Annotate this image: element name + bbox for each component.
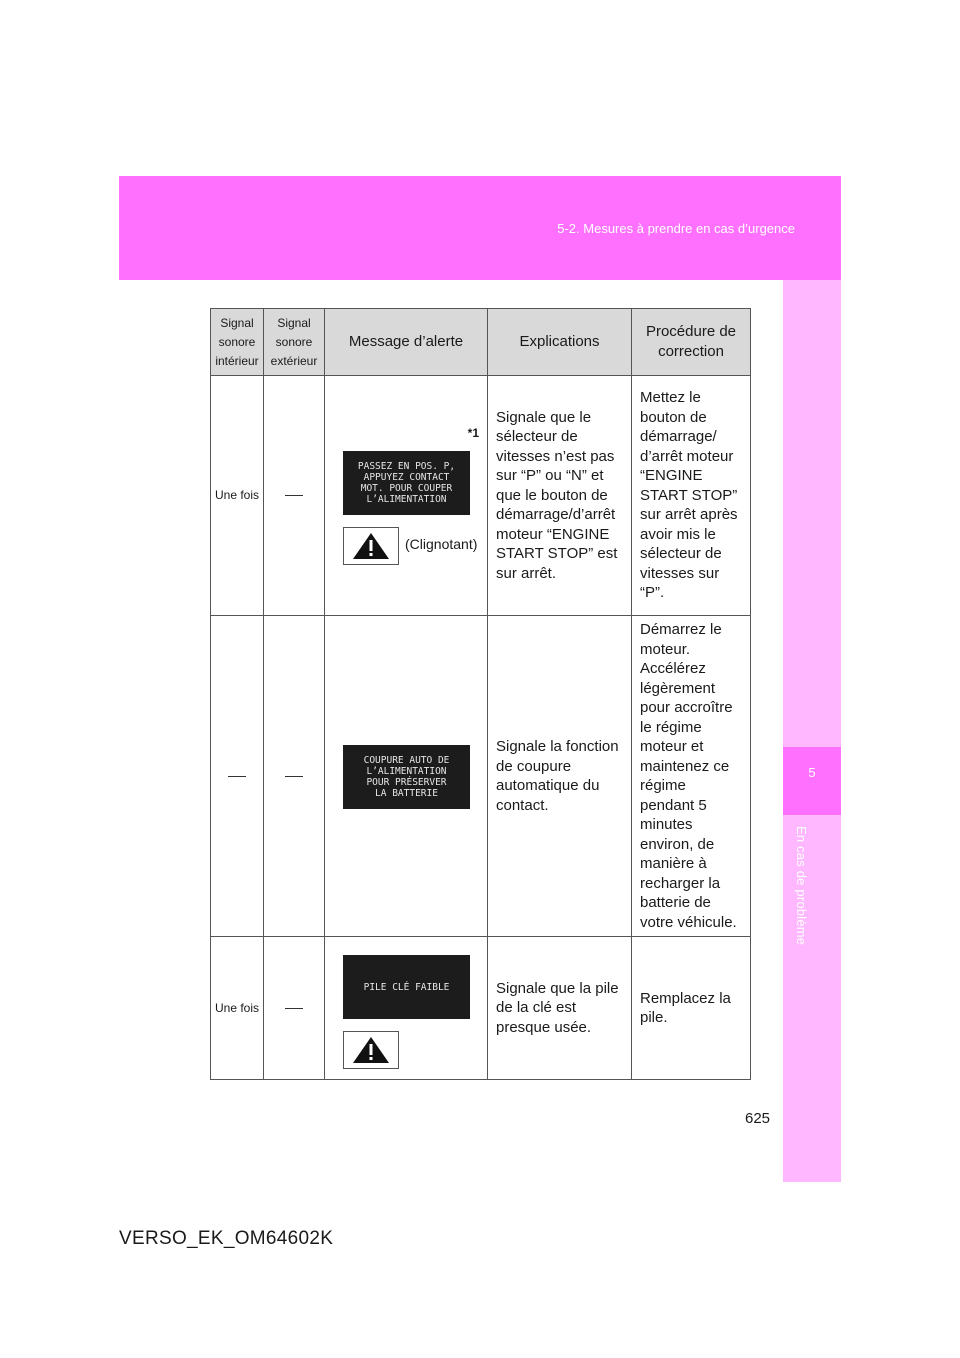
signal-int-cell	[211, 616, 264, 937]
message-cell	[325, 937, 488, 1080]
table-row	[211, 616, 751, 937]
explanation-cell: Signale la fonction de coupure automatique du contact.	[488, 616, 632, 937]
procedure-cell: Remplacez la pile.	[632, 937, 751, 1080]
header-procedure: Procédure de correction	[632, 309, 751, 376]
signal-ext-cell	[264, 937, 325, 1080]
lcd-message: COUPURE AUTO DE L’ALIMENTATION POUR PRÉSERVER LA BATTERIE	[343, 745, 470, 809]
warning-triangle-icon	[351, 531, 391, 561]
signal-int-cell: Une fois	[211, 937, 264, 1080]
signal-ext-cell	[264, 376, 325, 616]
message-cell	[325, 616, 488, 937]
lcd-message: PILE CLÉ FAIBLE	[343, 955, 470, 1019]
header-signal-ext: Signal sonore extérieur	[264, 309, 325, 376]
page-number: 625	[745, 1110, 771, 1127]
warning-box	[343, 527, 399, 565]
signal-ext-cell	[264, 616, 325, 937]
explanation-cell: Signale que le sélecteur de vitesses n’est pas sur “P” ou “N” et que le bouton de démarrage/d’arrêt moteur “ENGINE START STOP” est sur arrêt.	[488, 376, 632, 616]
side-tab	[783, 280, 841, 1182]
header-explanations: Explications	[488, 309, 632, 376]
blink-label: (Clignotant)	[405, 536, 478, 552]
dash-mark	[285, 495, 303, 496]
section-title: 5-2. Mesures à prendre en cas d’urgence	[557, 221, 795, 236]
procedure-cell: Démarrez le moteur. Accélérez légèrement pour accroître le régime moteur et maintenez ce régime pendant 5 minutes environ, de manière à recharger la batterie de votre véhicule.	[632, 616, 751, 937]
table-row	[211, 376, 751, 616]
message-cell	[325, 376, 488, 616]
procedure-cell: Mettez le bouton de démarrage/ d’arrêt moteur “ENGINE START STOP” sur arrêt après avoir mis le sélecteur de vitesses sur “P”.	[632, 376, 751, 616]
dash-mark	[285, 1008, 303, 1009]
alert-table	[210, 308, 751, 1080]
side-tab-number-box	[783, 747, 841, 815]
dash-mark	[228, 776, 246, 777]
side-tab-number: 5	[808, 765, 816, 780]
footnote-marker: *1	[467, 426, 479, 440]
header-signal-int: Signal sonore intérieur	[211, 309, 264, 376]
side-tab-label: En cas de problème	[794, 826, 809, 946]
signal-int-cell: Une fois	[211, 376, 264, 616]
lcd-message: PASSEZ EN POS. P, APPUYEZ CONTACT MOT. POUR COUPER L’ALIMENTATION	[343, 451, 470, 515]
document-id: VERSO_EK_OM64602K	[119, 1228, 334, 1249]
warning-triangle-icon	[351, 1035, 391, 1065]
header-band	[119, 176, 841, 280]
dash-mark	[285, 776, 303, 777]
table-row	[211, 937, 751, 1080]
table-header-row	[211, 309, 751, 376]
explanation-cell: Signale que la pile de la clé est presque usée.	[488, 937, 632, 1080]
header-message: Message d’alerte	[325, 309, 488, 376]
warning-box	[343, 1031, 399, 1069]
